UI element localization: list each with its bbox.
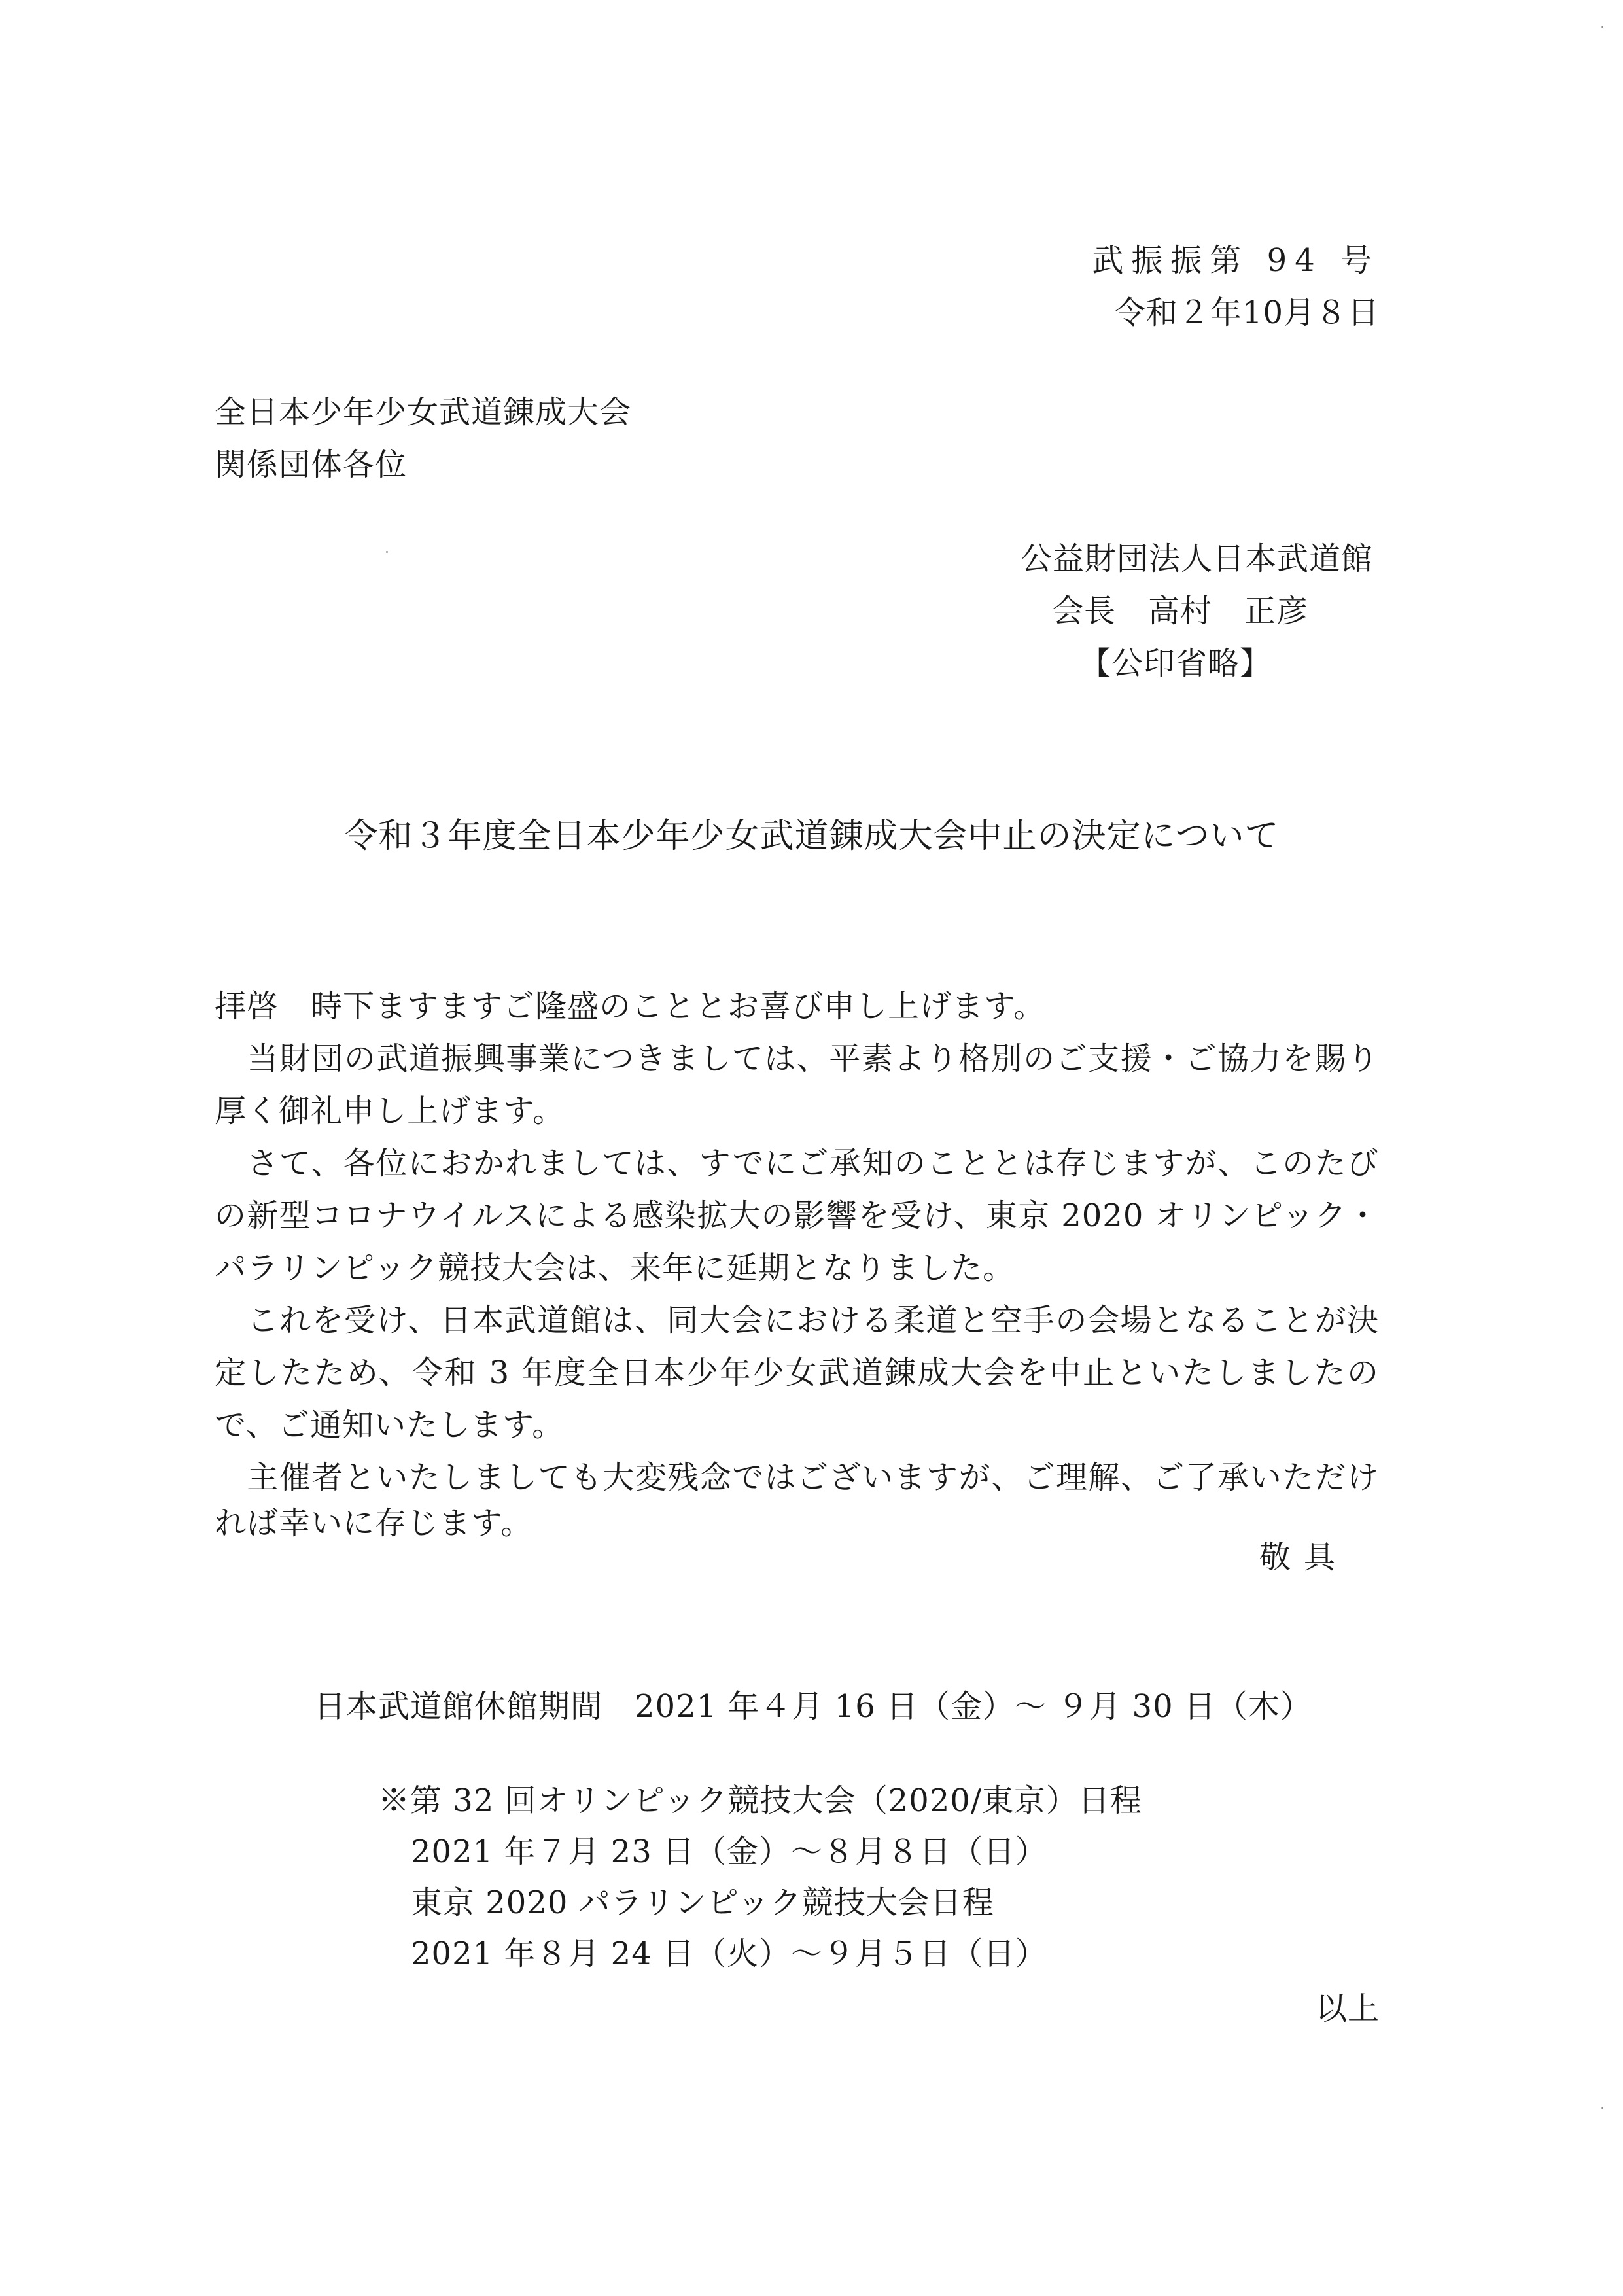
body-line: 定したため、令和 3 年度全日本少年少女武道錬成大会を中止といたしましたの — [215, 1354, 1379, 1391]
olympic-schedule-title: ※第 32 回オリンピック競技大会（2020/東京）日程 — [378, 1782, 1143, 1819]
recipient-line-2: 関係団体各位 — [215, 446, 408, 483]
scan-speck — [1601, 2107, 1603, 2109]
scan-speck — [386, 551, 388, 553]
body-line: これを受け、日本武道館は、同大会における柔道と空手の会場となることが決 — [215, 1302, 1379, 1339]
body-line: 当財団の武道振興事業につきましては、平素より格別のご支援・ご協力を賜り — [215, 1040, 1379, 1077]
sender-organization: 公益財団法人日本武道館 — [1021, 540, 1374, 577]
body-line: パラリンピック競技大会は、来年に延期となりました。 — [215, 1250, 1015, 1286]
olympic-schedule-dates: 2021 年７月 23 日（金）～８月８日（日） — [411, 1833, 1048, 1870]
closing-salutation: 敬具 — [1259, 1539, 1348, 1576]
body-line: 拝啓 時下ますますご隆盛のこととお喜び申し上げます。 — [215, 988, 1046, 1025]
closure-period: 日本武道館休館期間 2021 年４月 16 日（金）～ ９月 30 日（木） — [314, 1688, 1312, 1725]
body-line: れば幸いに存じます。 — [215, 1505, 533, 1542]
scan-speck — [1601, 26, 1603, 28]
body-line: 厚く御礼申し上げます。 — [215, 1093, 565, 1129]
sender-name: 会長 高村 正彦 — [1052, 593, 1309, 629]
end-mark: 以上 — [1315, 1990, 1380, 2027]
body-line: 主催者といたしましても大変残念ではございますが、ご理解、ご了承いただけ — [215, 1459, 1379, 1496]
document-title: 令和３年度全日本少年少女武道錬成大会中止の決定について — [343, 817, 1280, 856]
paralympic-schedule-title: 東京 2020 パラリンピック競技大会日程 — [411, 1884, 994, 1921]
body-line: さて、各位におかれましては、すでにご承知のこととは存じますが、このたび — [215, 1145, 1379, 1182]
document-number: 武振振第 94 号 — [1092, 242, 1380, 279]
seal-omitted-note: 【公印省略】 — [1079, 645, 1272, 682]
recipient-line-1: 全日本少年少女武道錬成大会 — [215, 394, 632, 431]
paralympic-schedule-dates: 2021 年８月 24 日（火）～９月５日（日） — [411, 1935, 1048, 1972]
body-line: で、ご通知いたします。 — [215, 1407, 565, 1443]
body-line: の新型コロナウイルスによる感染拡大の影響を受け、東京 2020 オリンピック・ — [215, 1197, 1379, 1234]
document-date: 令和２年10月８日 — [1113, 294, 1380, 331]
